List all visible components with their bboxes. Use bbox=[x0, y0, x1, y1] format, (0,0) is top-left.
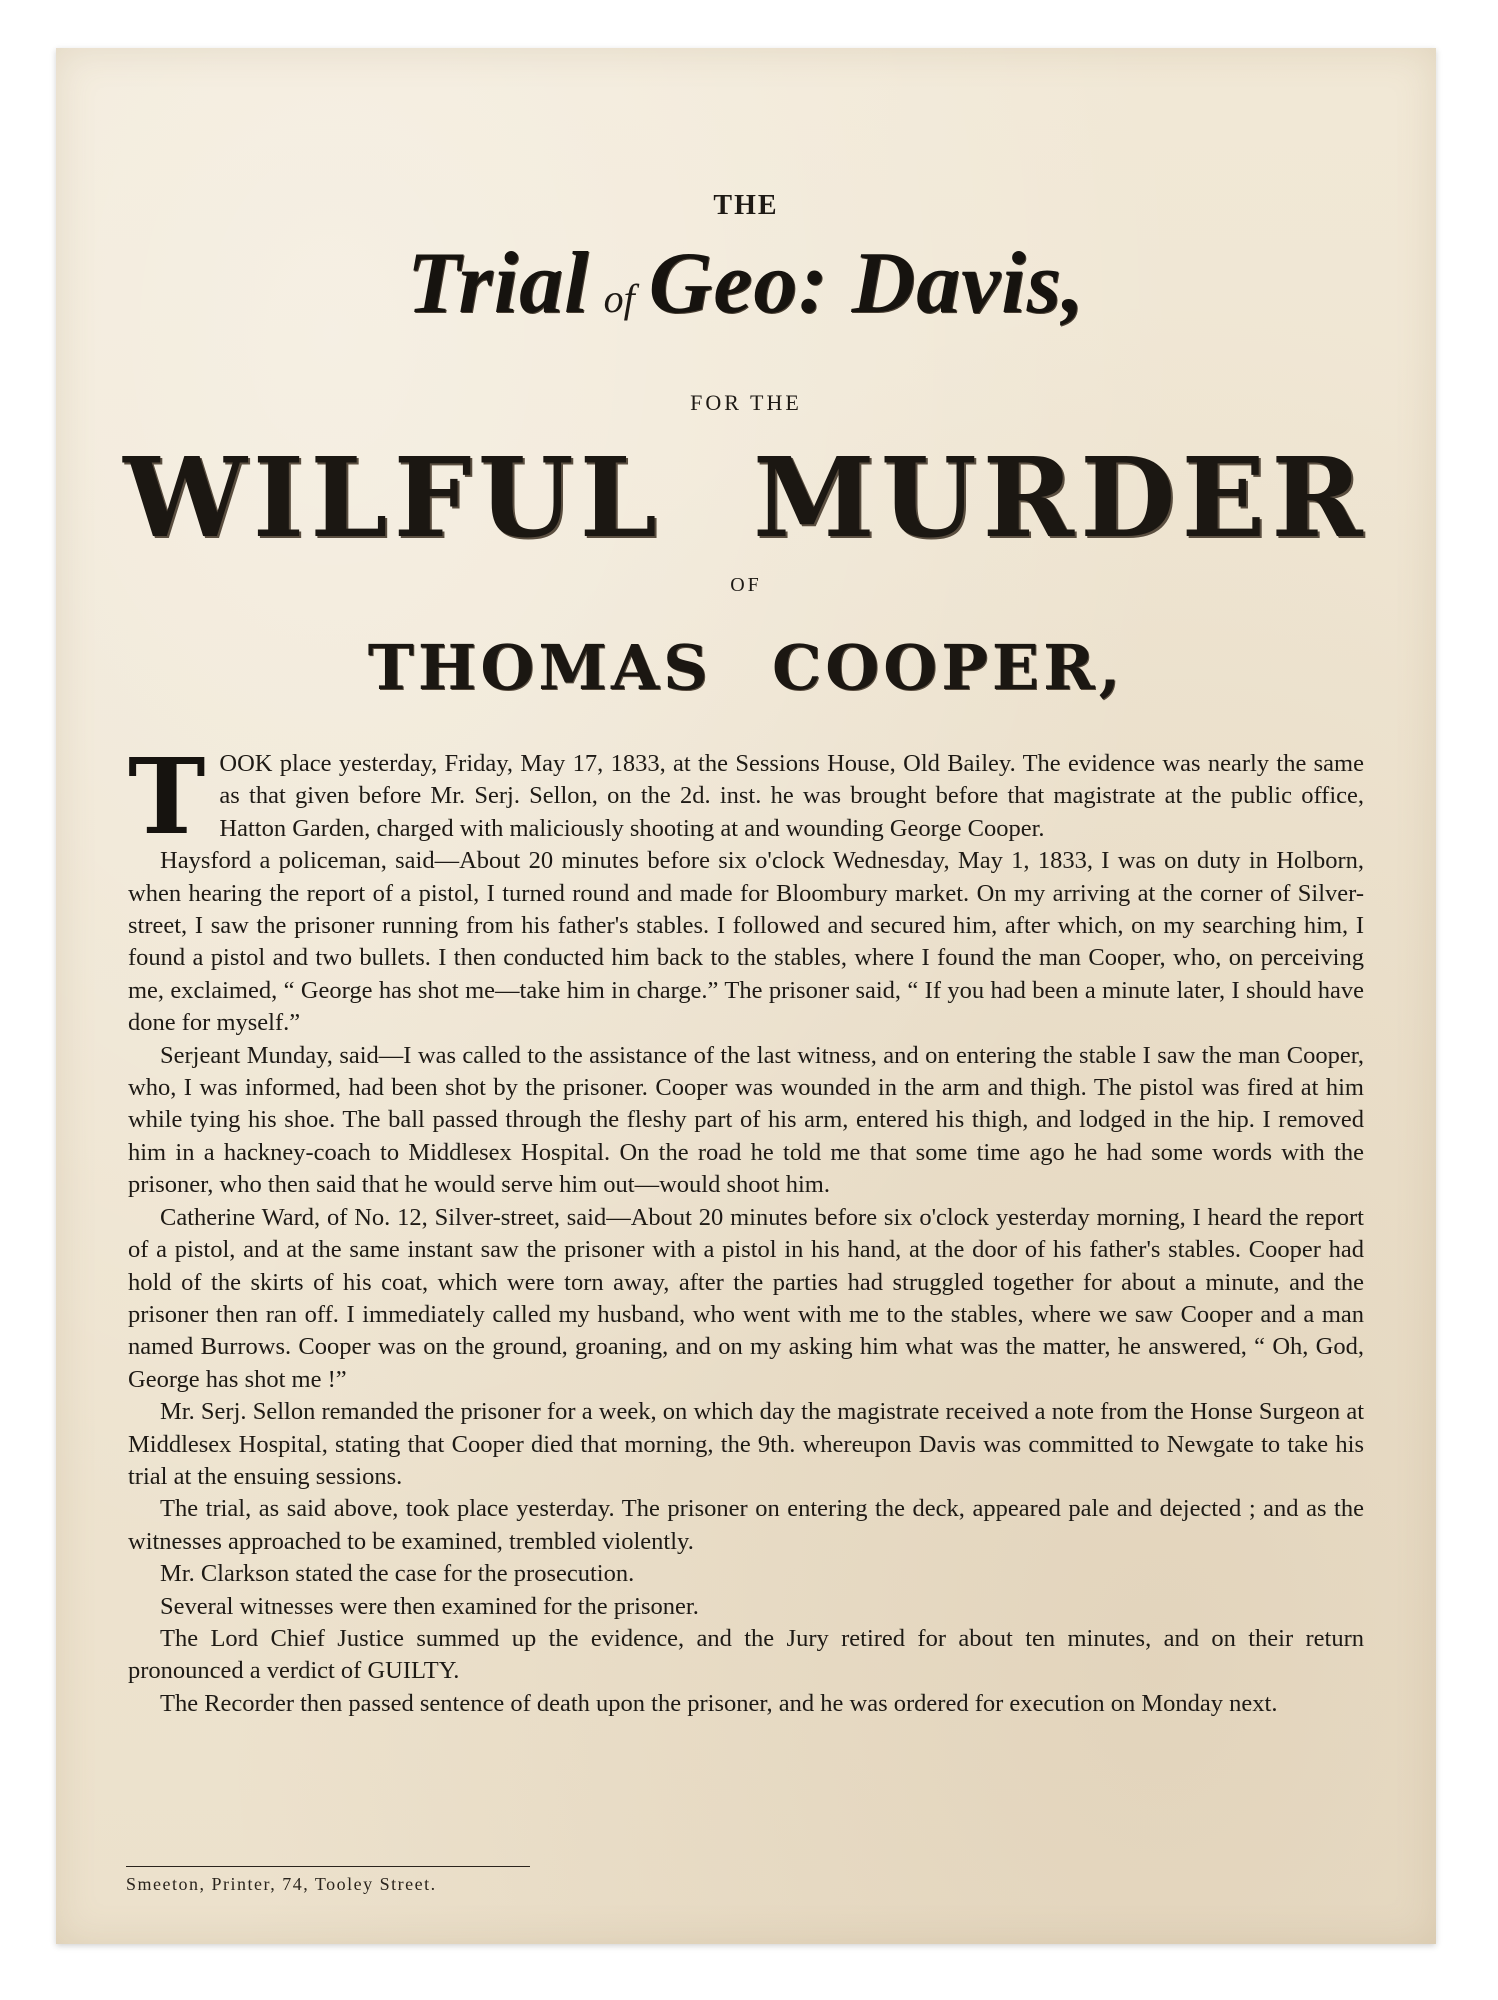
paragraph-6: The trial, as said above, took place yesterday. The prisoner on entering the deck, appeared pale and dejected ; and as the witnesses approached to be examined, trembled violently. bbox=[128, 1495, 1364, 1555]
title-defendant: Geo: Davis, bbox=[648, 235, 1085, 332]
paragraph-5: Mr. Serj. Sellon remanded the prisoner for a week, on which day the magistrate received a note from the Honse Surgeon at Middlesex Hospital, stating that Cooper died that morning, the 9th. whereupon Davis was committed to Newgate to take his trial at the ensuing sessions. bbox=[128, 1398, 1364, 1490]
heading-of: OF bbox=[730, 574, 762, 596]
drop-cap: T bbox=[128, 735, 206, 858]
title-trial: Trial bbox=[407, 235, 590, 332]
crime-heading bbox=[56, 433, 1436, 562]
paragraph-10: The Recorder then passed sentence of death upon the prisoner, and he was ordered for execution on Monday next. bbox=[160, 1689, 1278, 1717]
heading-for-the: FOR THE bbox=[690, 390, 802, 415]
crime-word-wilful: WILFUL bbox=[123, 433, 663, 562]
article-body bbox=[128, 735, 1364, 1720]
paragraph-3: Serjeant Munday, said—I was called to the assistance of the last witness, and on entering the stable I saw the man Cooper, who, I was informed, had been shot by the prisoner. Cooper was wounded in the arm and thigh. The pistol was fired at him while tying his shoe. The ball passed through the fleshy part of his arm, entered his thigh, and lodged in the hip. I removed him in a hackney-coach to Middlesex Hospital. On the road he told me that some time ago he had some words with the prisoner, who then said that he would serve him out—would shoot him. bbox=[128, 1041, 1364, 1199]
paragraph-1 bbox=[128, 735, 1364, 858]
imprint-rule bbox=[126, 1866, 530, 1867]
paragraph-2: Haysford a policeman, said—About 20 minutes before six o'clock Wednesday, May 1, 1833, I was on duty in Holborn, when hearing the report of a pistol, I turned round and made for Bloombury market. On my arriving at the corner of Silver-street, I saw the prisoner running from his father's stables. I followed and secured him, after which, on my searching him, I found a pistol and two bullets. I then conducted him back to the stables, where I found the man Cooper, who, on perceiving me, exclaimed, “ George has shot me—take him in charge.” The prisoner said, “ If you had been a minute later, I should have done for myself.” bbox=[128, 847, 1364, 1037]
broadside-sheet bbox=[56, 48, 1436, 1944]
victim-word-thomas: THOMAS bbox=[367, 631, 712, 704]
heading-the: THE bbox=[713, 190, 779, 221]
paragraph-4: Catherine Ward, of No. 12, Silver-street, said—About 20 minutes before six o'clock yesterday morning, I heard the report of a pistol, and at the same instant saw the prisoner with a pistol in his hand, at the door of his father's stables. Cooper had hold of the skirts of his coat, which were torn away, after the parties had struggled together for about a minute, and the prisoner then ran off. I immediately called my husband, who went with me to the stables, where we saw Cooper and a man named Burrows. Cooper was on the ground, groaning, and on my asking him what was the matter, he answered, “ Oh, God, George has shot me !” bbox=[128, 1203, 1364, 1393]
printer-imprint: Smeeton, Printer, 74, Tooley Street. bbox=[126, 1874, 437, 1894]
paragraph-8: Several witnesses were then examined for the prisoner. bbox=[160, 1592, 699, 1620]
victim-word-cooper: COOPER, bbox=[771, 631, 1125, 704]
paragraph-9: The Lord Chief Justice summed up the evidence, and the Jury retired for about ten minutes, and on their return pronounced a verdict of GUILTY. bbox=[128, 1624, 1364, 1685]
title-of: of bbox=[603, 276, 635, 321]
title-line bbox=[56, 233, 1436, 334]
paragraph-1-text: OOK place yesterday, Friday, May 17, 1833, at the Sessions House, Old Bailey. The evidence was nearly the same as that given before Mr. Serj. Sellon, on the 2d. inst. he was brought before that magistrate at the public office, Hatton Garden, charged with maliciously shooting at and wounding George Cooper. bbox=[219, 750, 1364, 842]
crime-word-murder: MURDER bbox=[752, 433, 1369, 562]
paragraph-7: Mr. Clarkson stated the case for the prosecution. bbox=[160, 1560, 635, 1588]
victim-heading bbox=[56, 631, 1436, 704]
